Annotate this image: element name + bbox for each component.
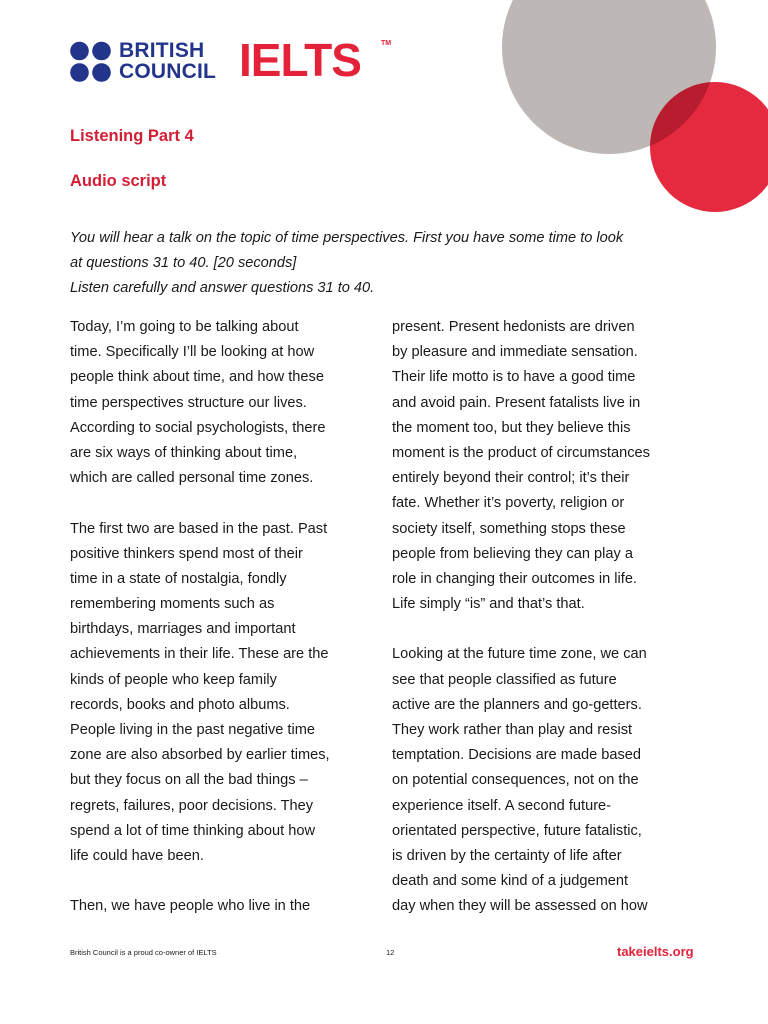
- script-line: fate. Whether it’s poverty, religion or: [392, 495, 625, 512]
- script-line: kinds of people who keep family: [70, 671, 277, 688]
- script-line: achievements in their life. These are the: [70, 646, 329, 663]
- script-line: is driven by the certainty of life after: [392, 847, 622, 864]
- intro-line: Listen carefully and answer questions 31 to 40.: [70, 280, 375, 296]
- script-line: and avoid pain. Present fatalists live in: [392, 394, 641, 411]
- script-line: people think about time, and how these: [70, 369, 324, 386]
- script-line: remembering moments such as: [70, 596, 275, 613]
- script-paragraph: [70, 315, 370, 491]
- section-title: Listening Part 4: [70, 127, 194, 145]
- script-line: They work rather than play and resist: [392, 722, 633, 738]
- script-line: The first two are based in the past. Past: [70, 520, 328, 537]
- script-line: zone are also absorbed by earlier times,: [70, 747, 330, 764]
- script-line: Their life motto is to have a good time: [392, 369, 636, 386]
- script-line: which are called personal time zones.: [70, 470, 314, 487]
- script-paragraph: [70, 894, 370, 919]
- script-left-column: [70, 315, 370, 945]
- intro-instructions: [70, 226, 690, 301]
- script-line: birthdays, marriages and important: [70, 621, 296, 638]
- british-council-dots-icon: [70, 41, 114, 83]
- decorative-overlap: [502, 0, 716, 154]
- org-line-2: COUNCIL: [119, 60, 217, 83]
- intro-line: at questions 31 to 40. [20 seconds]: [70, 255, 297, 271]
- script-line: but they focus on all the bad things –: [70, 772, 308, 789]
- website-link[interactable]: takeielts.org: [617, 944, 694, 959]
- trademark-symbol: TM: [381, 40, 392, 47]
- script-line: by pleasure and immediate sensation.: [392, 344, 638, 361]
- script-line: the moment too, but they believe this: [392, 419, 631, 436]
- ielts-wordmark: IELTS: [239, 34, 361, 86]
- script-line: People living in the past negative time: [70, 722, 316, 738]
- script-line: records, books and photo albums.: [70, 696, 290, 713]
- script-line: entirely beyond their control; it’s their: [392, 470, 630, 487]
- script-line: people from believing they can play a: [392, 545, 633, 562]
- script-paragraph: [70, 517, 370, 870]
- script-line: Then, we have people who live in the: [70, 898, 311, 915]
- script-line: experience itself. A second future-: [392, 797, 612, 814]
- script-line: day when they will be assessed on how: [392, 898, 648, 915]
- british-council-wordmark: [119, 40, 216, 82]
- footer-note: British Council is a proud co-owner of IELTS: [70, 948, 217, 957]
- script-line: present. Present hedonists are driven: [392, 319, 635, 335]
- script-line: regrets, failures, poor decisions. They: [70, 797, 314, 814]
- subtitle: Audio script: [70, 172, 167, 190]
- script-line: positive thinkers spend most of their: [70, 545, 303, 562]
- script-right-column: [392, 315, 692, 945]
- script-line: temptation. Decisions are made based: [392, 747, 642, 764]
- script-line: Life simply “is” and that’s that.: [392, 596, 585, 613]
- script-line: Today, I’m going to be talking about: [70, 319, 299, 335]
- script-line: moment is the product of circumstances: [392, 444, 650, 461]
- script-line: time. Specifically I’ll be looking at how: [70, 344, 315, 361]
- script-line: life could have been.: [70, 847, 204, 864]
- script-line: active are the planners and go-getters.: [392, 696, 642, 713]
- script-line: According to social psychologists, there: [70, 419, 326, 436]
- script-line: death and some kind of a judgement: [392, 873, 629, 890]
- script-paragraph: [392, 315, 692, 617]
- script-line: see that people classified as future: [392, 671, 617, 688]
- page-number: 12: [386, 948, 395, 957]
- script-line: time in a state of nostalgia, fondly: [70, 570, 287, 587]
- script-line: role in changing their outcomes in life.: [392, 570, 637, 587]
- script-line: are six ways of thinking about time,: [70, 444, 298, 461]
- script-paragraph: [392, 642, 692, 919]
- script-line: spend a lot of time thinking about how: [70, 822, 316, 839]
- script-line: Looking at the future time zone, we can: [392, 646, 647, 663]
- intro-line: You will hear a talk on the topic of time perspectives. First you have some time to look: [70, 230, 624, 246]
- script-line: time perspectives structure our lives.: [70, 394, 307, 411]
- script-line: on potential consequences, not on the: [392, 772, 639, 789]
- script-line: society itself, something stops these: [392, 520, 626, 537]
- script-line: orientated perspective, future fatalistic,: [392, 822, 642, 839]
- org-line-1: BRITISH: [119, 39, 205, 62]
